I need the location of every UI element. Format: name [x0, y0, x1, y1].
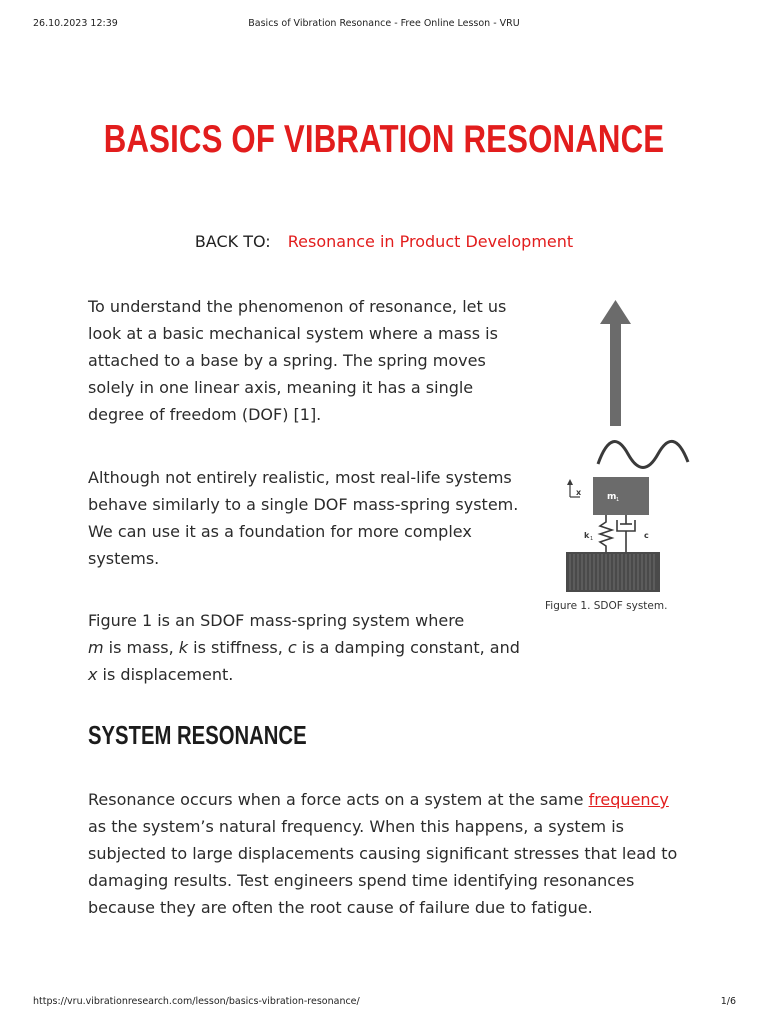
print-datetime: 26.10.2023 12:39 — [33, 18, 118, 29]
k-label: k — [584, 531, 590, 540]
k-subscript: 1 — [590, 536, 594, 542]
var-k: k — [178, 638, 189, 657]
force-arrow-head — [600, 300, 631, 324]
mass-block — [593, 477, 649, 515]
intro-paragraph: To understand the phenomenon of resonance, let us look at a basic mechanical system where a mass is attached to a base by a spring. The spring moves solely in one linear axis, meaning it has a single degree of freedom (DOF) [1]. — [88, 297, 507, 424]
mass-label: m — [607, 492, 617, 502]
figure-caption: Figure 1. SDOF system. — [545, 600, 668, 612]
back-to-label: BACK TO: — [194, 232, 271, 251]
print-url: https://vru.vibrationresearch.com/lesson/basics-vibration-resonance/ — [33, 996, 360, 1007]
p3-text-c1: is stiffness, — [188, 638, 288, 657]
var-m: m — [88, 638, 104, 657]
back-to-link[interactable]: Resonance in Product Development — [287, 232, 574, 251]
spring — [600, 515, 612, 554]
back-to-line — [0, 232, 768, 251]
figure-description-paragraph — [88, 607, 528, 688]
mass-subscript: 1 — [616, 497, 620, 503]
p3-text-a: Figure 1 is an SDOF mass-spring system where — [88, 611, 465, 630]
x-axis-arrowhead — [567, 479, 573, 485]
c-label: c — [644, 531, 649, 540]
resonance-paragraph — [88, 786, 688, 921]
var-c: c — [287, 638, 297, 657]
p4-text-b: as the system’s natural frequency. When this happens, a system is subjected to large displacements causing significant stresses that lead to damaging results. Test engineers spend time identifying resonances because they are often the root cause of failure due to fatigue. — [88, 817, 678, 917]
sdof-figure — [540, 296, 690, 606]
frequency-link[interactable]: frequency — [588, 790, 669, 809]
p3-text-d: is a damping constant, and — [296, 638, 520, 657]
force-arrow-shaft — [610, 322, 621, 426]
excitation-wave — [598, 441, 688, 467]
p3-text-b: is mass, — [103, 638, 179, 657]
p3-text-e: is displacement. — [97, 665, 234, 684]
section-heading-system-resonance: SYSTEM RESONANCE — [88, 720, 307, 750]
print-page-number: 1/6 — [720, 996, 736, 1007]
print-page-title: Basics of Vibration Resonance - Free Online Lesson - VRU — [248, 18, 520, 29]
var-x: x — [88, 665, 98, 684]
realism-paragraph: Although not entirely realistic, most real-life systems behave similarly to a single DOF mass-spring system. We can use it as a foundation for more complex systems. — [88, 468, 519, 568]
page-title: BASICS OF VIBRATION RESONANCE — [103, 118, 665, 161]
p4-text-a: Resonance occurs when a force acts on a system at the same — [88, 790, 589, 809]
sdof-diagram — [540, 296, 690, 606]
x-label: x — [576, 488, 582, 497]
